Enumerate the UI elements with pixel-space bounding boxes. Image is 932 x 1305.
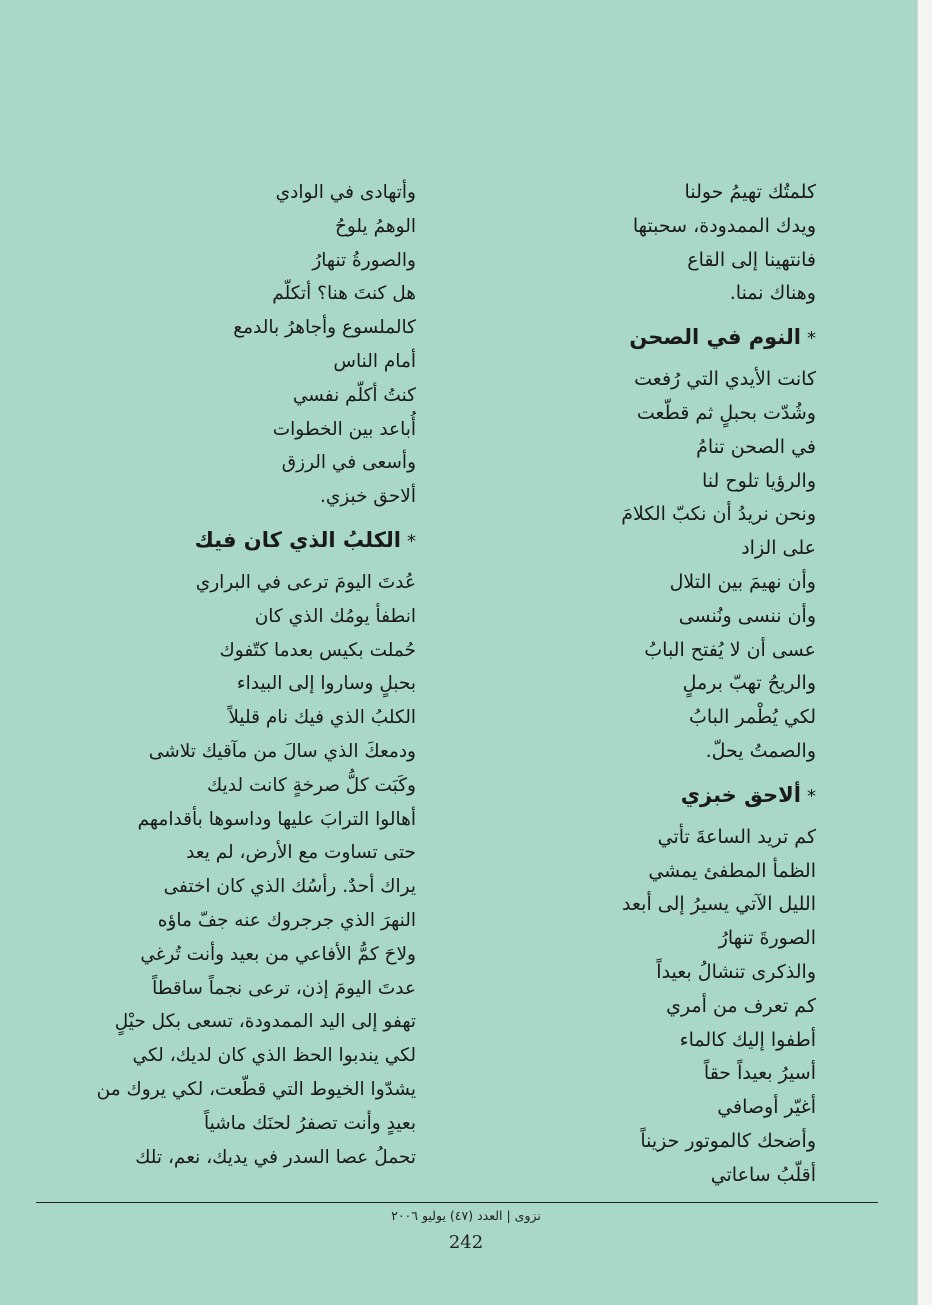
heading-text: ألاحق خبزي	[680, 782, 801, 807]
poem-line: والصمتُ يحلّ.	[705, 739, 816, 762]
poem-line: الليل الآتي يسيرُ إلى أبعد	[622, 893, 816, 916]
poem-line: بحبلٍ وساروا إلى البيداء	[236, 673, 416, 695]
poem-line: تحملُ عصا السدر في يديك، نعم، تلك	[135, 1146, 416, 1168]
heading-star: *	[407, 530, 416, 552]
poem-line: أمام الناس	[333, 350, 416, 372]
poem-line: كم تعرف من أمري	[666, 994, 816, 1017]
page-edge	[917, 0, 932, 1305]
poem-line: عسى أن لا يُفتح البابُ	[644, 638, 816, 661]
poem-line: عُدتَ اليومَ ترعى في البراري	[195, 571, 416, 593]
poem-line: على الزاد	[741, 537, 816, 560]
poem-line: ولاحَ كمُّ الأفاعي من بعيد وأنت تُرغي	[140, 943, 416, 965]
poem-line: والصورةُ تنهارُ	[312, 249, 416, 271]
poem-line: وهناك نمنا.	[729, 282, 816, 305]
poem-line: الوهمُ يلوحُ	[334, 215, 416, 237]
poem-line: انطفأ يومُك الذي كان	[254, 605, 416, 627]
poem-line: أسيرُ بعيداً حقاً	[703, 1062, 816, 1085]
poem-line: ودمعكَ الذي سالَ من مآقيك تلاشى	[148, 740, 416, 762]
poem-line: يراك أحدٌ. رأسُك الذي كان اختفى	[163, 876, 416, 898]
poem-line: الصورةَ تنهارُ	[718, 927, 816, 950]
poem-line: كنتُ أكلّم نفسي	[292, 384, 416, 406]
poem-line: عدتَ اليومَ إذن، ترعى نجماً ساقطاً	[152, 977, 416, 999]
poem-line: والذكرى تنشالُ بعيداً	[656, 960, 816, 983]
section-heading	[486, 769, 816, 821]
poem-line: وأضحك كالموتور حزيناً	[640, 1129, 816, 1152]
poem-line: وأسعى في الرزق	[281, 452, 416, 474]
poem-line: لكي يُطْمر البابُ	[688, 706, 816, 729]
poem-line: تهفو إلى اليد الممدودة، تسعى بكل حيْلٍ	[114, 1011, 416, 1033]
poem-line: أُباعد بين الخطوات	[272, 418, 416, 440]
poem-line: والريحُ تهبّ برملٍ	[682, 672, 816, 695]
poem-line: كانت الأيدي التي رُفعت	[634, 368, 816, 391]
poem-line: أقلّبُ ساعاتي	[710, 1163, 816, 1186]
poem-line: ويدك الممدودة، سحبتها	[632, 214, 816, 237]
section-heading	[6, 514, 416, 566]
left-column	[6, 176, 416, 1174]
heading-star: *	[807, 328, 816, 350]
poem-line: كم تريد الساعةَ تأتي	[657, 825, 816, 848]
section-heading	[486, 311, 816, 363]
poem-line: أهالوا الترابَ عليها وداسوها بأقدامهم	[137, 808, 416, 830]
poem-line: وكَبَت كلُّ صرخةٍ كانت لديك	[207, 774, 416, 796]
footer-issue: نزوى | العدد (٤٧) يوليو ٢٠٠٦	[391, 1208, 541, 1223]
page-number: 242	[448, 1232, 484, 1253]
poem-line: حتى تساوت مع الأرض، لم يعد	[186, 842, 416, 864]
right-column	[486, 176, 816, 1193]
heading-text: النوم في الصحن	[629, 325, 801, 350]
poem-line: هل كنتَ هنا؟ أتكلّم	[272, 283, 416, 305]
poem-line: في الصحن تنامُ	[696, 435, 816, 458]
poem-line: والرؤيا تلوح لنا	[701, 469, 816, 492]
poem-line: وأن نهيمَ بين التلال	[669, 570, 816, 593]
heading-star: *	[807, 785, 816, 807]
poem-line: لكي يندبوا الحظ الذي كان لديك، لكي	[132, 1045, 416, 1067]
poem-line: أغيّر أوصافي	[717, 1096, 816, 1119]
poem-line: الظمأ المطفئ يمشي	[648, 859, 816, 882]
poem-line: حُملت بكيس بعدما كتّفوك	[219, 639, 416, 661]
poem-line: بعيدٍ وأنت تصفرُ لحنَك ماشياً	[203, 1112, 416, 1134]
poem-line: الكلبُ الذي فيك نام قليلاً	[228, 707, 416, 729]
poem-line: فانتهينا إلى القاع	[687, 248, 816, 271]
poem-line: النهرَ الذي جرجروك عنه جفّ ماؤه	[157, 909, 416, 931]
poem-line: وشُدّت بحبلٍ ثم قطّعت	[636, 401, 816, 424]
poem-line: وأن ننسى ونُنسى	[678, 604, 816, 627]
heading-text: الكلبُ الذي كان فيك	[194, 527, 401, 552]
poem-line: ونحن نريدُ أن نكبّ الكلامَ	[621, 503, 816, 526]
poem-line: ألاحق خبزي.	[319, 486, 416, 508]
poem-line: أطفوا إليك كالماء	[679, 1028, 816, 1051]
poem-line: يشدّوا الخيوط التي قطّعت، لكي يروك من	[96, 1078, 416, 1100]
poem-line: كلمتُك تهيمُ حولنا	[684, 181, 816, 203]
poem-line: كالملسوع وأجاهرُ بالدمع	[233, 317, 416, 339]
poem-line: وأتهادى في الوادي	[275, 182, 416, 203]
footer-divider	[36, 1202, 878, 1203]
